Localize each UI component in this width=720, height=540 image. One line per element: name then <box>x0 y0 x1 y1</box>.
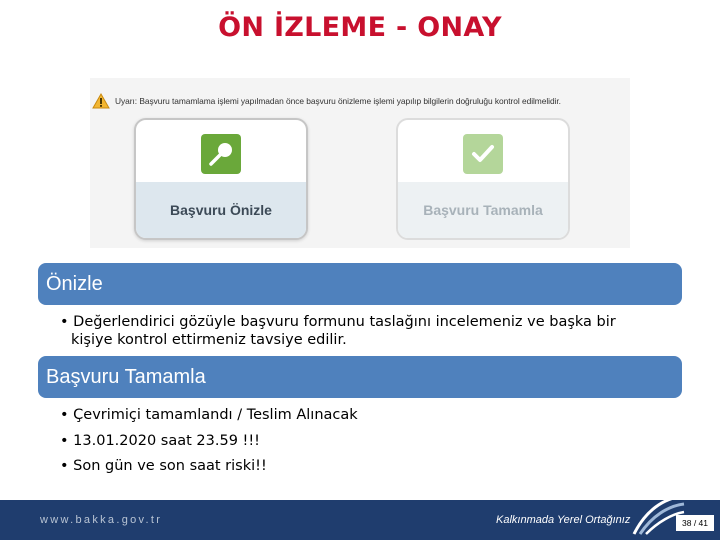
slide-title: ÖN İZLEME - ONAY <box>218 12 502 43</box>
complete-bullets <box>60 403 358 480</box>
footer-slogan: Kalkınmada Yerel Ortağınız <box>496 514 631 526</box>
warning-icon <box>92 93 110 109</box>
checkmark-icon <box>463 134 503 174</box>
complete-application-label: Başvuru Tamamla <box>398 182 568 238</box>
section-heading-complete: Başvuru Tamamla <box>38 356 682 398</box>
embedded-screenshot <box>90 78 630 248</box>
preview-application-label: Başvuru Önizle <box>136 182 306 238</box>
warning-bar <box>92 92 626 109</box>
magnifier-icon <box>201 134 241 174</box>
section-heading-preview: Önizle <box>38 263 682 305</box>
list-item: • Çevrimiçi tamamlandı / Teslim Alınacak <box>60 407 358 423</box>
complete-application-button[interactable] <box>396 118 570 240</box>
list-item: • Değerlendirici gözüyle başvuru formunu taslağını incelemeniz ve başka bir <box>60 314 616 330</box>
list-item: • 13.01.2020 saat 23.59 !!! <box>60 432 260 449</box>
list-item-continuation: kişiye kontrol ettirmeniz tavsiye edilir. <box>71 332 347 348</box>
warning-text: Uyarı: Başvuru tamamlama işlemi yapılmadan önce başvuru önizleme işlemi yapılıp bilgilerin doğruluğu kontrol edilmelidir. <box>115 95 561 106</box>
footer <box>0 500 720 540</box>
preview-bullets <box>60 313 616 349</box>
footer-url-link[interactable]: www.bakka.gov.tr <box>40 514 163 526</box>
page-number: 38 / 41 <box>676 515 714 531</box>
list-item: • Son gün ve son saat riski!! <box>60 458 267 474</box>
preview-application-button[interactable] <box>134 118 308 240</box>
